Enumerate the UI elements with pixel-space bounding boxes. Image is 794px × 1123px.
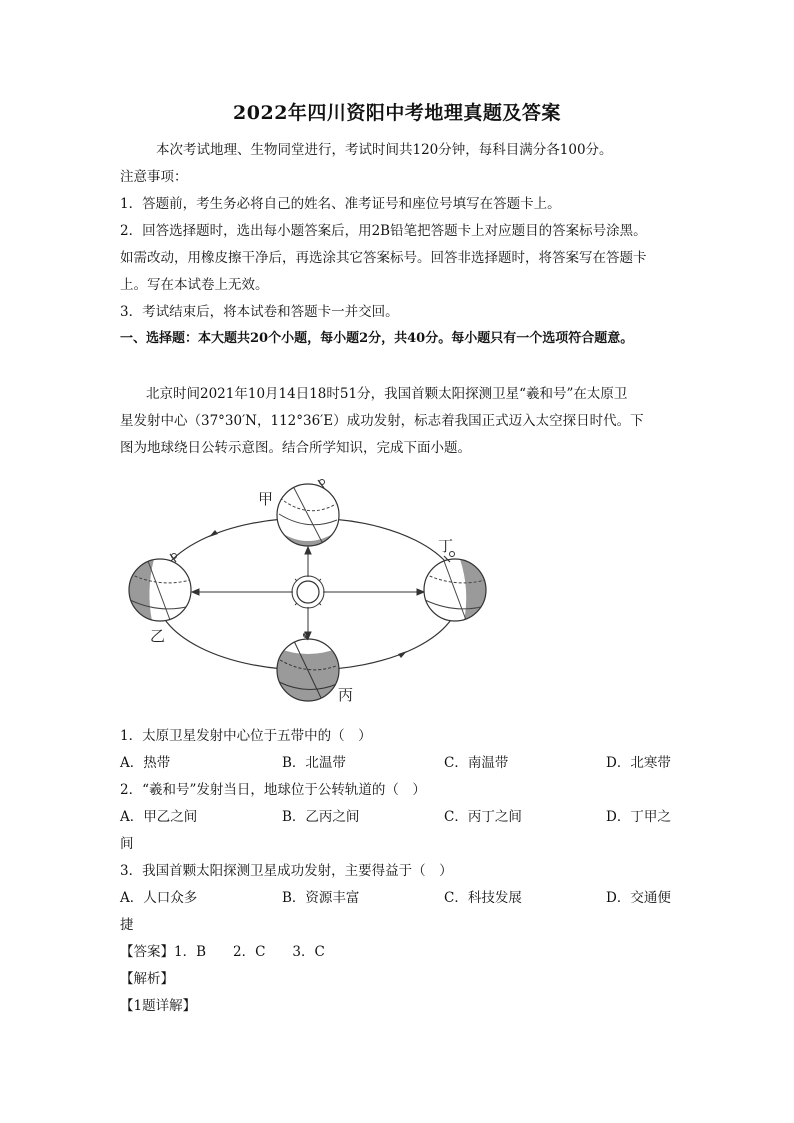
answer-line: 【答案】1．B 2．C 3．C — [120, 944, 325, 960]
sun-icon — [290, 574, 326, 610]
earth-orbit-diagram — [118, 470, 498, 710]
option-b: B．乙丙之间 — [282, 809, 360, 825]
earth-globe-icon — [424, 552, 486, 622]
label-jia: 甲 — [258, 490, 274, 508]
option-a: A．热带 — [120, 755, 171, 771]
earth-globe-icon — [277, 480, 339, 547]
note-line: 3．考试结束后，将本试卷和答题卡一并交回。 — [120, 304, 399, 320]
question-stem: 1．太原卫星发射中心位于五带中的（ ） — [120, 728, 372, 744]
label-yi: 乙 — [150, 627, 166, 645]
ray-arrowhead — [417, 589, 424, 595]
analysis-heading: 【解析】 — [120, 971, 174, 987]
option-d: D．交通便 — [606, 890, 671, 906]
page-title: 2022年四川资阳中考地理真题及答案 — [233, 102, 561, 124]
orbit-arrow — [209, 530, 218, 537]
option-d: D．丁甲之 — [606, 809, 671, 825]
option-c: C．丙丁之间 — [444, 809, 522, 825]
note-line: 2．回答选择题时，选出每小题答案后，用2B铅笔把答题卡上对应题目的答案标号涂黑。 — [120, 223, 647, 239]
note-line: 上。写在本试卷上无效。 — [120, 277, 269, 293]
earth-globe-icon — [277, 633, 339, 702]
ray-arrowhead — [305, 547, 311, 554]
ray-arrowhead — [192, 589, 199, 595]
option-b: B．北温带 — [282, 755, 346, 771]
earth-globe-icon — [129, 554, 191, 622]
option-c: C．南温带 — [444, 755, 509, 771]
option-c: C．科技发展 — [444, 890, 522, 906]
passage-line: 图为地球绕日公转示意图。结合所学知识，完成下面小题。 — [120, 440, 471, 456]
intro-text: 本次考试地理、生物同堂进行，考试时间共120分钟，每科目满分各100分。 — [156, 142, 613, 158]
note-line: 如需改动，用橡皮擦干净后，再选涂其它答案标号。回答非选择题时，将答案写在答题卡 — [120, 250, 647, 266]
detail-heading: 【1题详解】 — [120, 998, 197, 1014]
passage-line: 北京时间2021年10月14日18时51分，我国首颗太阳探测卫星“羲和号”在太原卫 — [146, 386, 628, 402]
orbit-arrow — [398, 651, 407, 658]
section-heading: 一、选择题：本大题共20个小题，每小题2分，共40分。每小题只有一个选项符合题意。 — [120, 331, 634, 346]
label-bing: 丙 — [338, 686, 354, 704]
option-wrap-text: 间 — [120, 836, 134, 852]
option-d: D．北寒带 — [606, 755, 671, 771]
passage-line: 星发射中心（37°30′N，112°36′E）成功发射，标志着我国正式迈入太空探日时代。下 — [120, 413, 644, 429]
label-ding: 丁 — [438, 537, 454, 555]
notes-heading: 注意事项： — [120, 169, 188, 185]
question-stem: 3．我国首颗太阳探测卫星成功发射，主要得益于（ ） — [120, 863, 453, 879]
option-b: B．资源丰富 — [282, 890, 360, 906]
option-a: A．人口众多 — [120, 890, 198, 906]
option-a: A．甲乙之间 — [120, 809, 198, 825]
question-stem: 2．“羲和号”发射当日，地球位于公转轨道的（ ） — [120, 782, 426, 798]
option-wrap-text: 捷 — [120, 917, 134, 933]
note-line: 1．答题前，考生务必将自己的姓名、准考证号和座位号填写在答题卡上。 — [120, 196, 561, 212]
